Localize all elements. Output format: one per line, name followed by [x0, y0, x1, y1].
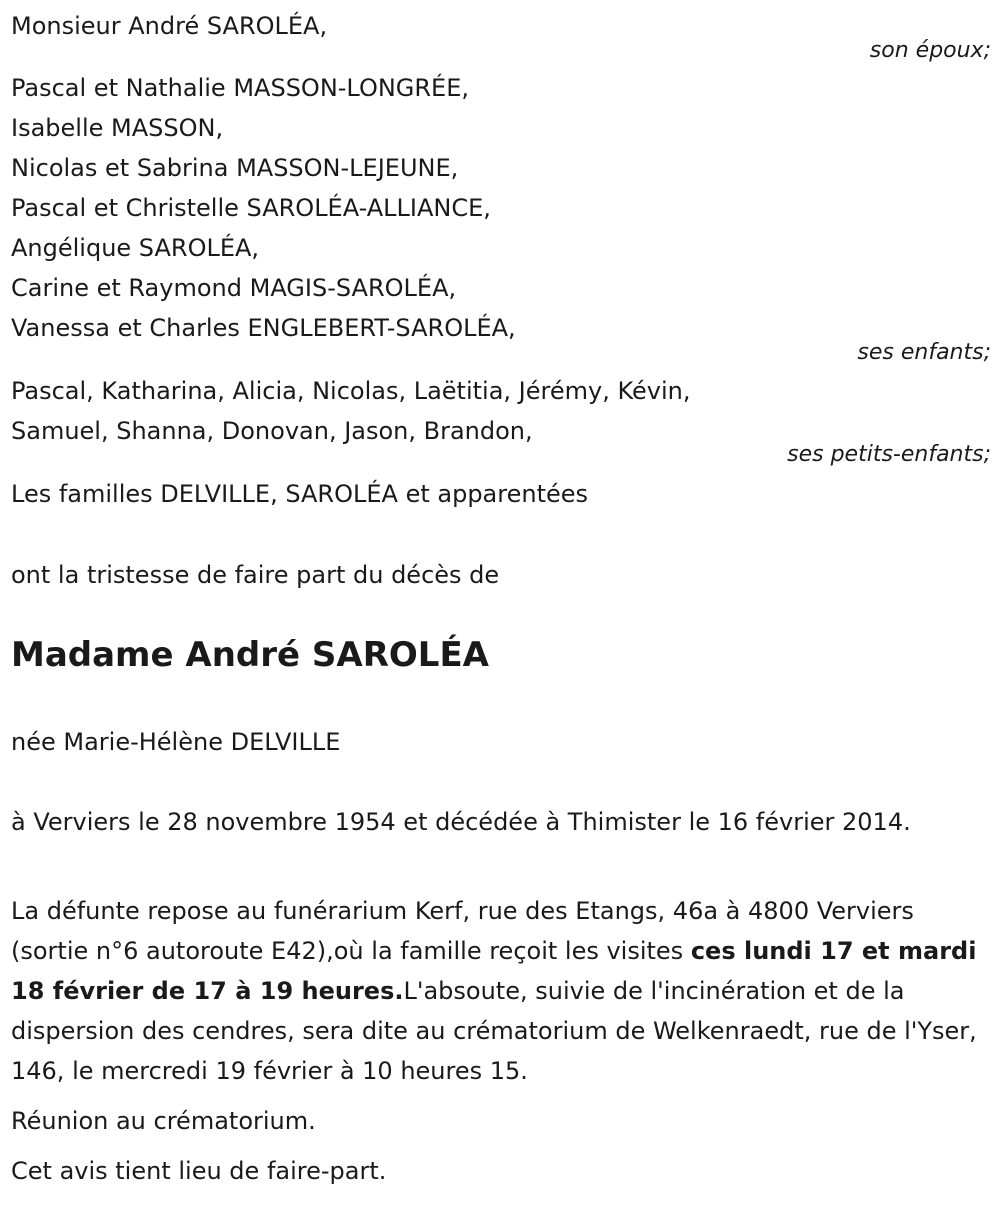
spouse-name: Monsieur André SAROLÉA, [11, 12, 328, 40]
meeting-line: Réunion au crématorium. [11, 1107, 316, 1135]
child-name: Pascal et Nathalie MASSON-LONGRÉE, [11, 74, 470, 102]
child-name: Carine et Raymond MAGIS-SAROLÉA, [11, 274, 457, 302]
spouse-role: son époux; [869, 38, 991, 63]
notice-line: Cet avis tient lieu de faire-part. [11, 1157, 387, 1185]
families-line: Les familles DELVILLE, SAROLÉA et apparentées [11, 480, 589, 508]
deceased-name: Madame André SAROLÉA [11, 635, 489, 675]
child-name: Nicolas et Sabrina MASSON-LEJEUNE, [11, 154, 459, 182]
grandchildren-line: Samuel, Shanna, Donovan, Jason, Brandon, [11, 417, 533, 445]
rest-text-after: L'absoute, suivie de l'incinération et de la dispersion des cendres, sera dite au crématorium de Welkenraedt, rue de l'Yser, 146, le mercredi 19 février à 10 heures 15. [11, 977, 977, 1085]
grandchildren-role: ses petits-enfants; [787, 442, 991, 467]
children-role: ses enfants; [857, 340, 991, 365]
child-name: Pascal et Christelle SAROLÉA-ALLIANCE, [11, 194, 491, 222]
rest-paragraph [11, 891, 986, 1091]
rest-text-before: La défunte repose au funérarium Kerf, rue des Etangs, 46a à 4800 Verviers (sortie n°6 autoroute E42),où la famille reçoit les visites [11, 897, 914, 965]
grandchildren-line: Pascal, Katharina, Alicia, Nicolas, Laëtitia, Jérémy, Kévin, [11, 377, 691, 405]
grandchildren-block [11, 371, 691, 451]
child-name: Vanessa et Charles ENGLEBERT-SAROLÉA, [11, 314, 516, 342]
child-name: Isabelle MASSON, [11, 114, 224, 142]
dates-paragraph: à Verviers le 28 novembre 1954 et décédée à Thimister le 16 février 2014. [11, 808, 911, 836]
children-block [11, 68, 516, 348]
child-name: Angélique SAROLÉA, [11, 234, 260, 262]
birth-name: née Marie-Hélène DELVILLE [11, 728, 341, 756]
announcement-line: ont la tristesse de faire part du décès de [11, 561, 500, 589]
spouse-block [11, 6, 327, 46]
visit-hours: ces lundi 17 et mardi 18 février de 17 à 19 heures. [11, 937, 977, 1005]
